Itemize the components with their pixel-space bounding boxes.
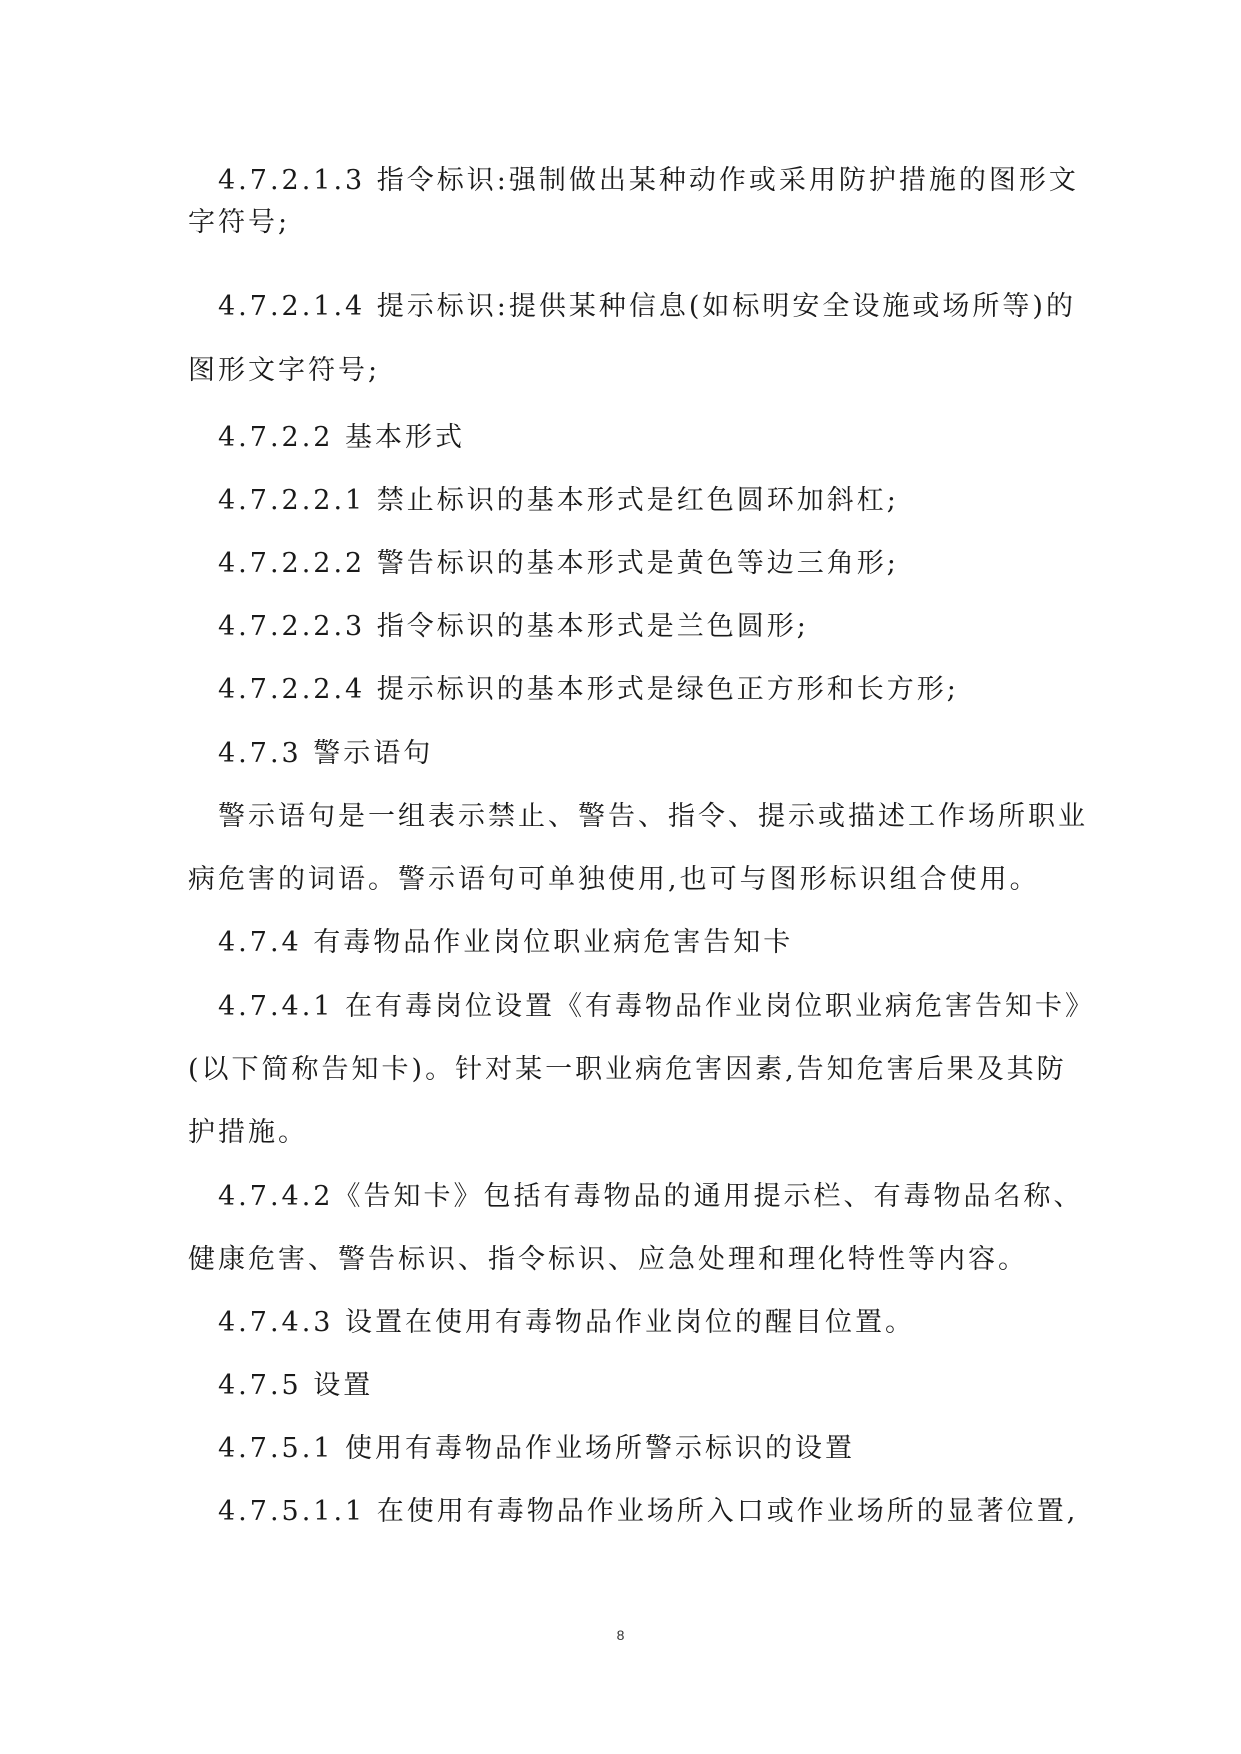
text-line: 4.7.4.2《告知卡》包括有毒物品的通用提示栏、有毒物品名称、 [218,1181,1084,1212]
text-line: 4.7.2.2.1 禁止标识的基本形式是红色圆环加斜杠; [218,485,899,516]
text-line: 4.7.4.3 设置在使用有毒物品作业岗位的醒目位置。 [218,1307,916,1338]
text-line: (以下简称告知卡)。针对某一职业病危害因素,告知危害后果及其防 [188,1054,1067,1085]
text-line: 4.7.4.1 在有毒岗位设置《有毒物品作业岗位职业病危害告知卡》 [218,991,1096,1022]
text-line: 4.7.5.1.1 在使用有毒物品作业场所入口或作业场所的显著位置, [218,1496,1079,1527]
text-line: 4.7.2.2.4 提示标识的基本形式是绿色正方形和长方形; [218,674,959,705]
section-heading: 4.7.4 有毒物品作业岗位职业病危害告知卡 [218,927,794,958]
text-line: 护措施。 [188,1117,308,1148]
text-line: 4.7.2.2.2 警告标识的基本形式是黄色等边三角形; [218,548,899,579]
section-heading: 4.7.2.2 基本形式 [218,422,466,453]
text-line: 4.7.2.2.3 指令标识的基本形式是兰色圆形; [218,611,809,642]
text-line: 病危害的词语。警示语句可单独使用,也可与图形标识组合使用。 [188,864,1040,895]
text-line: 图形文字符号; [188,355,381,386]
text-line: 健康危害、警告标识、指令标识、应急处理和理化特性等内容。 [188,1244,1028,1275]
page-number: 8 [616,1627,625,1643]
text-line: 字符号; [188,207,291,238]
text-line: 4.7.5.1 使用有毒物品作业场所警示标识的设置 [218,1433,856,1464]
text-line: 警示语句是一组表示禁止、警告、指令、提示或描述工作场所职业 [218,801,1088,832]
section-heading: 4.7.3 警示语句 [218,738,434,769]
section-heading: 4.7.5 设置 [218,1370,374,1401]
text-line: 4.7.2.1.4 提示标识:提供某种信息(如标明安全设施或场所等)的 [218,291,1076,322]
text-line: 4.7.2.1.3 指令标识:强制做出某种动作或采用防护措施的图形文 [218,165,1079,196]
